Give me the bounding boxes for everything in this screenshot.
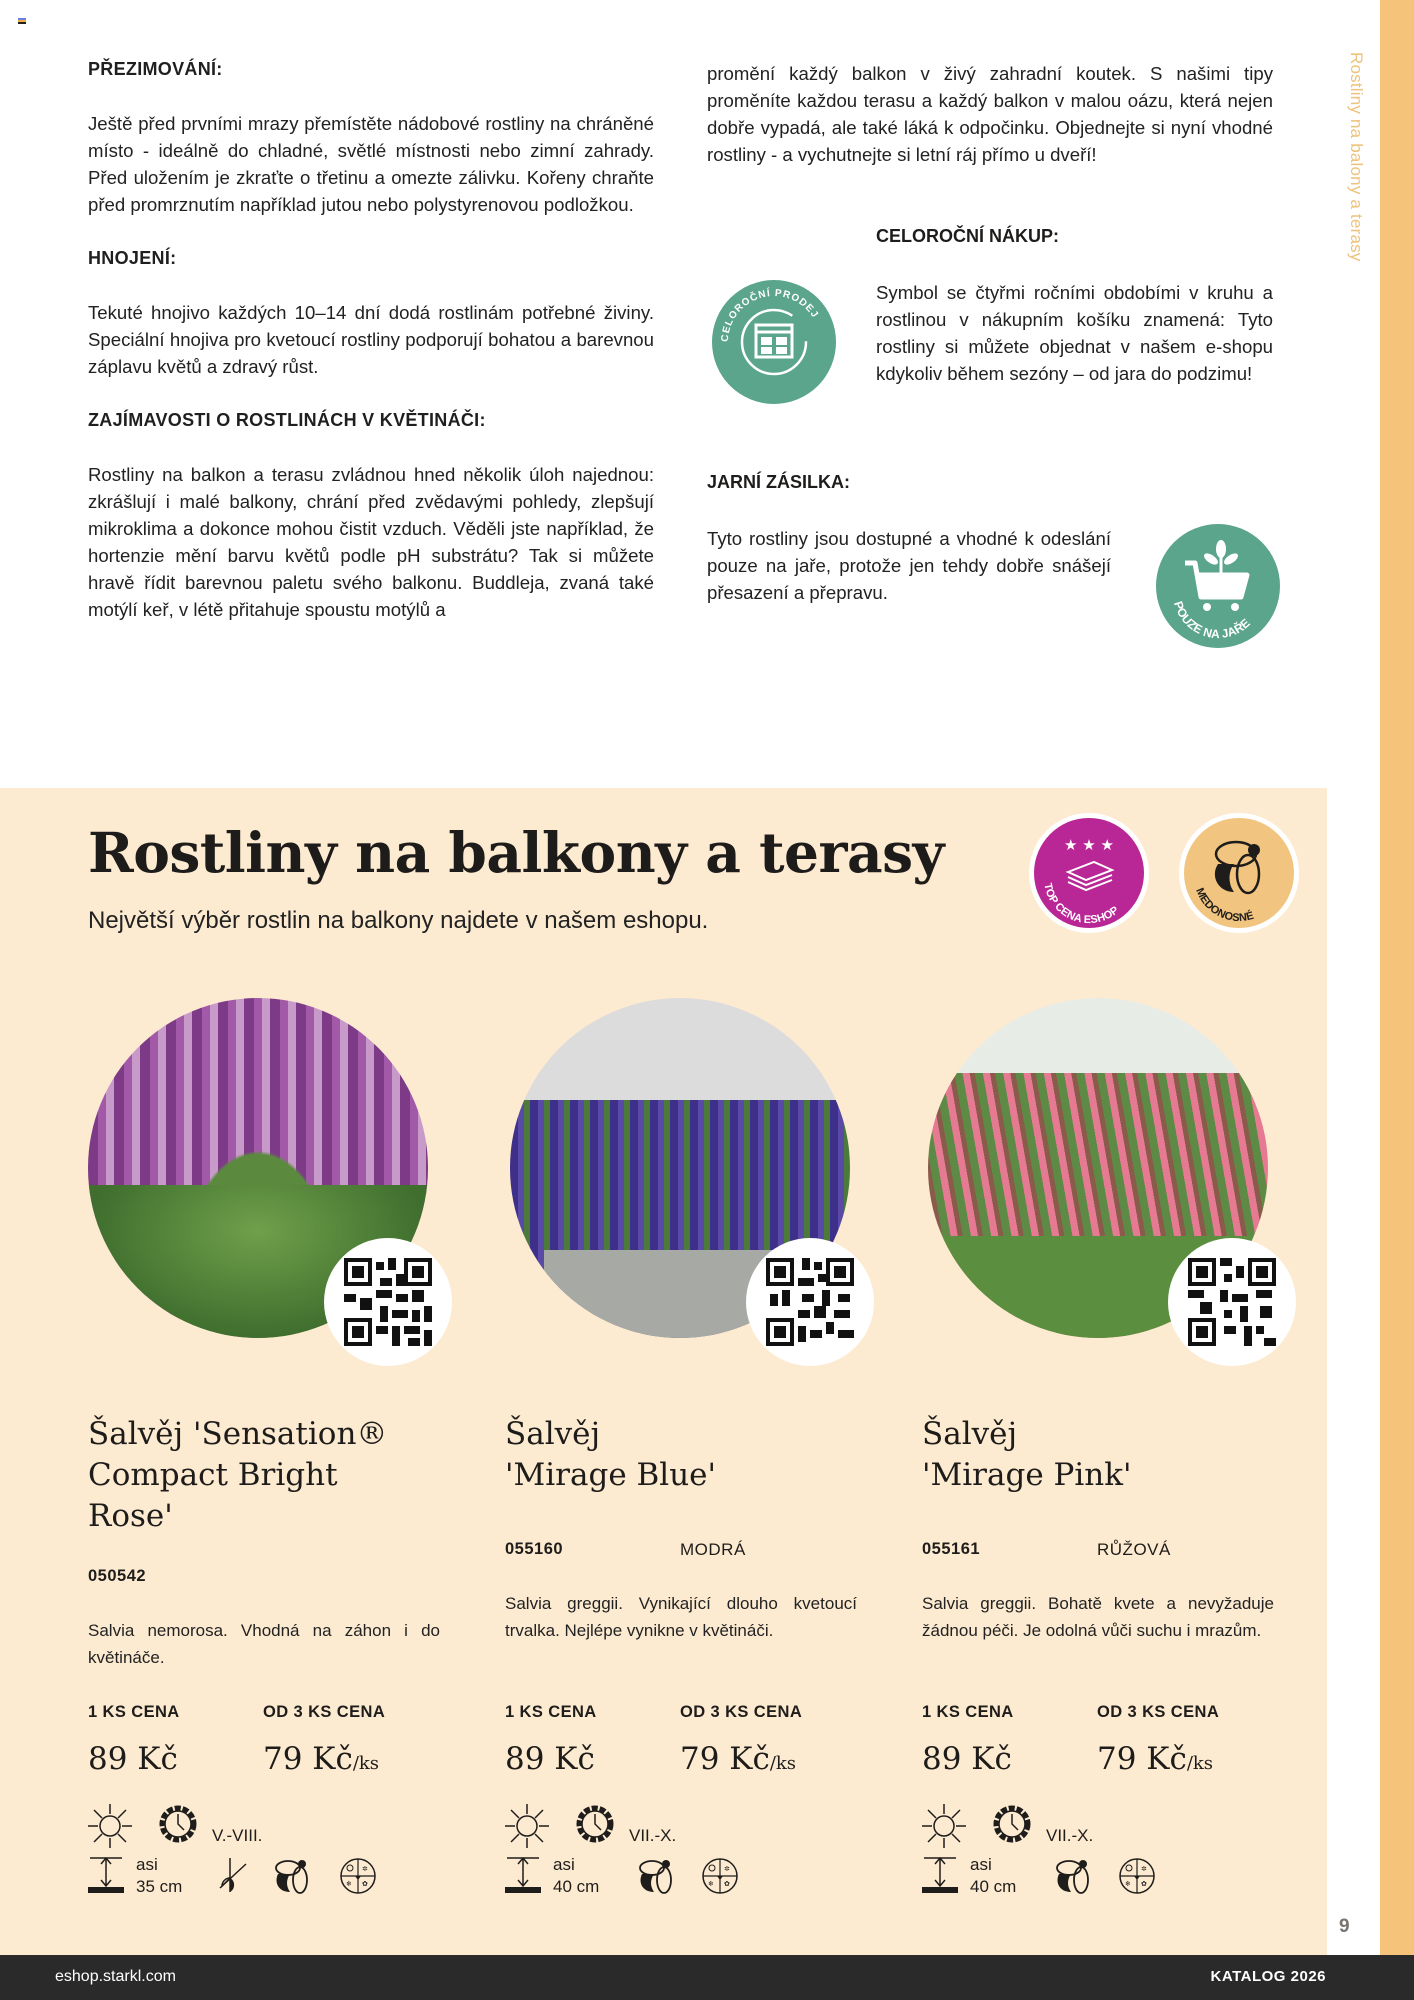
product-section (0, 788, 1327, 1955)
qr-code-icon (766, 1258, 854, 1346)
svg-text:CELOROČNÍ PRODEJ: CELOROČNÍ PRODEJ (719, 287, 821, 343)
svg-text:✲: ✲ (362, 1865, 368, 1873)
heading-jarni: JARNÍ ZÁSILKA: (707, 472, 850, 492)
svg-text:TOP CENA ESHOP: TOP CENA ESHOP (1041, 882, 1122, 927)
side-tab-title: Rostliny na balony a terasy (1347, 52, 1366, 262)
heading-zajimavosti: ZAJÍMAVOSTI O ROSTLINÁCH V KVĚTINÁČI: (88, 410, 486, 430)
product-description: Salvia greggii. Vynikající dlouho kvetoucí trvalka. Nejlépe vynikne v květináči. (505, 1594, 857, 1640)
product-name: Šalvěj 'Mirage Blue' (505, 1416, 717, 1493)
year-round-sale-badge (710, 278, 838, 406)
price-bulk-label: OD 3 KS CENA (680, 1703, 803, 1721)
svg-text:✿: ✿ (1141, 1880, 1147, 1888)
plant-height: asi 40 cm (970, 1855, 1017, 1896)
heading-celorocni: CELOROČNÍ NÁKUP: (876, 226, 1059, 246)
price-bulk-label: OD 3 KS CENA (1097, 1703, 1220, 1721)
price-bulk: 79 Kč/ks (680, 1741, 797, 1777)
eshop-link[interactable]: eshop.starkl.com (55, 1968, 176, 1985)
svg-text:✿: ✿ (362, 1880, 368, 1888)
text-prezimovani: Ještě před prvními mrazy přemístěte nádobové rostliny na chráněné místo - ideálně do chladné, světlé místnosti nebo zimní zahrady. Před uložením je zkraťte o třetinu a omezte zálivku. Kořeny chraňte před promrznutím například jutou nebo polystyrenovou podložkou. (88, 113, 654, 215)
bee-icon (636, 1856, 676, 1896)
footer-bar (0, 1955, 1414, 2000)
product-code: 055161 (922, 1540, 981, 1558)
plant-height: asi 35 cm (136, 1855, 183, 1896)
price-single: 89 Kč (88, 1741, 178, 1777)
cut-flower-icon (218, 1858, 248, 1894)
product-color: MODRÁ (680, 1540, 746, 1559)
page-number: 9 (1339, 1916, 1350, 1937)
text-celorocni: Symbol se čtyřmi ročními obdobími v kruhu a rostlinou v nákupním košíku znamená: Tyto rostliny si můžete objednat v našem e-shopu kdykoliv během sezóny – od jara do podzimu! (876, 282, 1273, 384)
honey-plant-badge (1178, 812, 1300, 934)
qr-code-sensation[interactable] (324, 1238, 452, 1366)
svg-text:✲: ✲ (1141, 1865, 1147, 1873)
price-bulk: 79 Kč/ks (263, 1741, 380, 1777)
bloom-clock-icon (158, 1802, 198, 1846)
text-zajimavosti: Rostliny na balkon a terasu zvládnou hned několik úloh najednou: zkrášlují i malé balkony, chrání před zvědavými pohledy, zlepšují mikroklima a dokonce mohou čistit vzduch. Věděli jste například, že hortenzie mění barvu květů podle pH substrátu? Tak si můžete hravě řídit barevnou paletu svého balkonu. Buddleja, zvaná také motýlí keř, v létě přitahuje spoustu motýlů a (88, 464, 654, 620)
heading-hnojeni: HNOJENÍ: (88, 248, 177, 268)
qr-code-mirage-pink[interactable] (1168, 1238, 1296, 1366)
svg-text:✲: ✲ (724, 1865, 730, 1873)
product-code: 050542 (88, 1567, 147, 1585)
qr-code-icon (344, 1258, 432, 1346)
catalog-label: KATALOG 2026 (1210, 1968, 1326, 1985)
price-bulk-label: OD 3 KS CENA (263, 1703, 386, 1721)
product-color: RŮŽOVÁ (1097, 1540, 1171, 1559)
seasons-cycle-icon (338, 1856, 378, 1896)
sun-icon (922, 1804, 966, 1848)
bloom-clock-icon (575, 1802, 615, 1846)
heading-prezimovani: PŘEZIMOVÁNÍ: (88, 59, 223, 79)
text-hnojeni: Tekuté hnojivo každých 10–14 dní dodá rostlinám potřebné živiny. Speciální hnojiva pro kvetoucí rostliny podporují bohatou a barevnou záplavu květů a zdravý růst. (88, 302, 654, 377)
product-code: 055160 (505, 1540, 564, 1558)
height-icon (88, 1856, 124, 1894)
bee-icon (272, 1856, 312, 1896)
bloom-period: VII.-X. (629, 1826, 677, 1845)
bloom-period: V.-VIII. (212, 1826, 263, 1845)
svg-text:❄: ❄ (1125, 1880, 1131, 1888)
svg-text:❄: ❄ (346, 1880, 352, 1888)
product-name: Šalvěj 'Mirage Pink' (922, 1416, 1132, 1493)
svg-text:✿: ✿ (724, 1880, 730, 1888)
svg-text:❄: ❄ (708, 1880, 714, 1888)
seasons-cycle-icon (1117, 1856, 1157, 1896)
plant-height: asi 40 cm (553, 1855, 600, 1896)
bloom-period: VII.-X. (1046, 1826, 1094, 1845)
price-bulk: 79 Kč/ks (1097, 1741, 1214, 1777)
calendar-cycle-icon (710, 278, 838, 406)
cart-plant-icon (1155, 523, 1281, 649)
edge-color-band (1380, 0, 1414, 1955)
section-subtitle: Největší výběr rostlin na balkony najdete v našem eshopu. (88, 907, 709, 934)
svg-text:MEDONOSNÉ: MEDONOSNÉ (1193, 886, 1256, 925)
bee-icon (1053, 1856, 1093, 1896)
section-title: Rostliny na balkony a terasy (88, 820, 945, 885)
svg-text:★ ★ ★: ★ ★ ★ (1064, 836, 1114, 854)
price-single: 89 Kč (505, 1741, 595, 1777)
price-single-label: 1 KS CENA (505, 1703, 597, 1721)
qr-code-icon (1188, 1258, 1276, 1346)
text-jarni: Tyto rostliny jsou dostupné a vhodné k odeslání pouze na jaře, protože jen tehdy dobře snášejí přesazení a přepravu. (707, 528, 1111, 603)
qr-code-mirage-blue[interactable] (746, 1238, 874, 1366)
bloom-clock-icon (992, 1802, 1032, 1846)
product-name: Šalvěj 'Sensation® Compact Bright Rose' (88, 1416, 388, 1534)
height-icon (922, 1856, 958, 1894)
height-icon (505, 1856, 541, 1894)
product-description: Salvia greggii. Bohatě kvete a nevyžaduje žádnou péči. Je odolná vůči suchu i mrazům. (922, 1594, 1274, 1640)
price-single-label: 1 KS CENA (88, 1703, 180, 1721)
intro-continuation: promění každý balkon v živý zahradní koutek. S našimi tipy proměníte každou terasu a každý balkon v malou oázu, která nejen dobře vypadá, ale také láká k odpočinku. Objednejte si nyní vhodné rostliny - a vychutnejte si letní ráj přímo u dveří! (707, 63, 1273, 165)
price-single: 89 Kč (922, 1741, 1012, 1777)
svg-text:POUZE NA JAŘE: POUZE NA JAŘE (1171, 599, 1253, 642)
top-price-eshop-badge (1028, 812, 1150, 934)
seasons-cycle-icon (700, 1856, 740, 1896)
sun-icon (88, 1804, 132, 1848)
bee-icon (1178, 812, 1300, 934)
sun-icon (505, 1804, 549, 1848)
print-registration-mark (18, 18, 26, 24)
stars-stack-icon (1028, 812, 1150, 934)
price-single-label: 1 KS CENA (922, 1703, 1014, 1721)
left-text-column (88, 56, 654, 623)
product-description: Salvia nemorosa. Vhodná na záhon i do květináče. (88, 1621, 440, 1667)
spring-only-badge (1155, 523, 1281, 649)
